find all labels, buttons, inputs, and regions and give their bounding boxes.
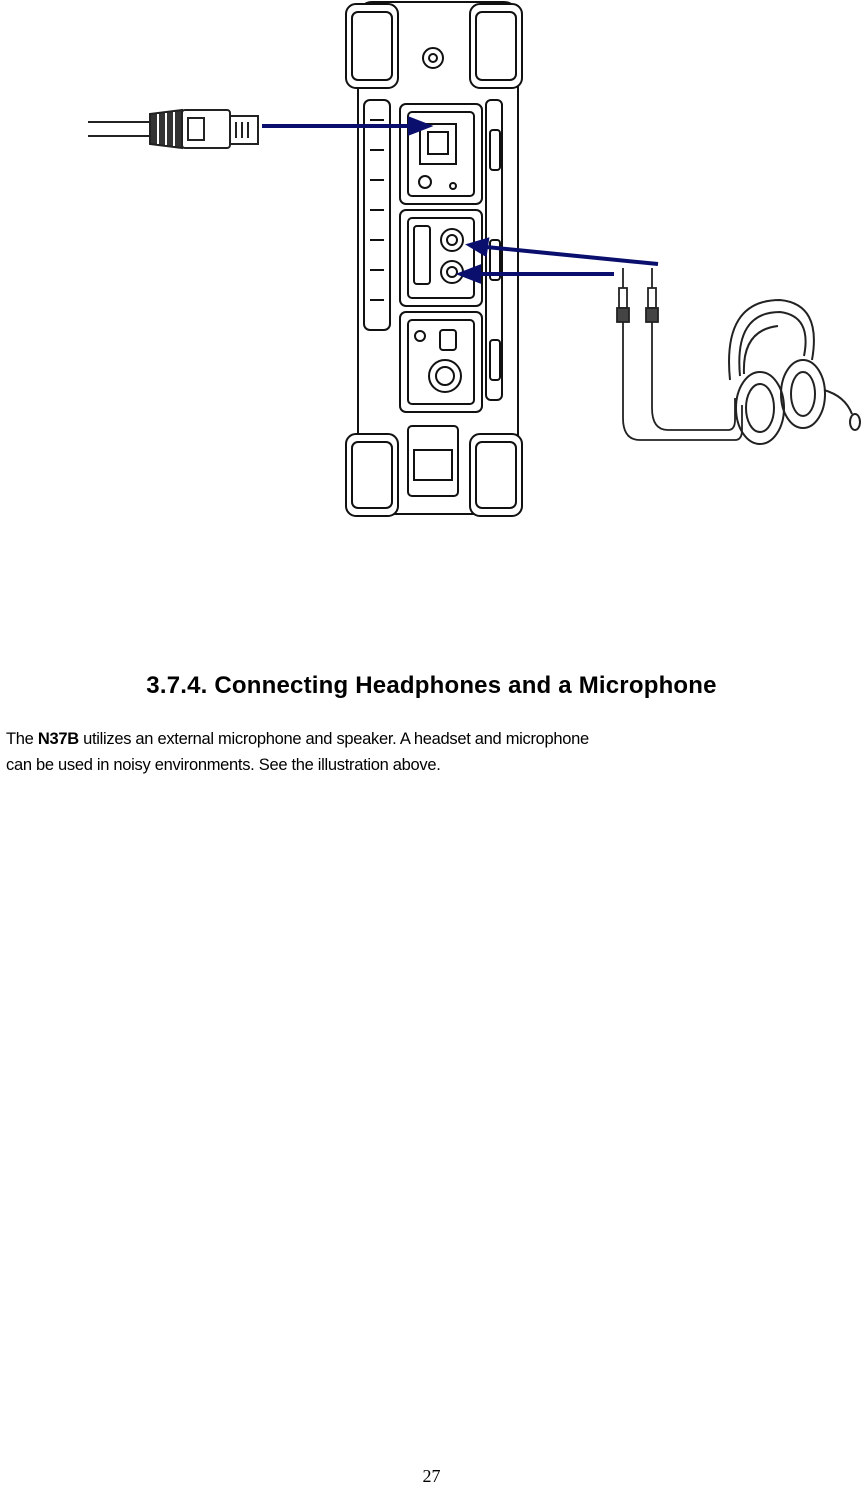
connection-arrows: [262, 119, 658, 281]
section-heading: 3.7.4. Connecting Headphones and a Microphone: [146, 672, 717, 699]
device-side-panel-icon: [346, 2, 522, 516]
audio-plug-icon: [617, 268, 742, 440]
connection-illustration: [0, 0, 863, 530]
section-paragraph: [6, 726, 856, 778]
headset-icon: [729, 300, 860, 444]
page-number: 27: [422, 1466, 441, 1486]
paragraph-line-1: The N37B utilizes an external microphone and speaker. A headset and microphone: [6, 730, 589, 748]
paragraph-line-2: can be used in noisy environments. See the illustration above.: [6, 756, 441, 774]
ethernet-cable-icon: [88, 110, 258, 148]
model-name: N37B: [37, 730, 79, 748]
